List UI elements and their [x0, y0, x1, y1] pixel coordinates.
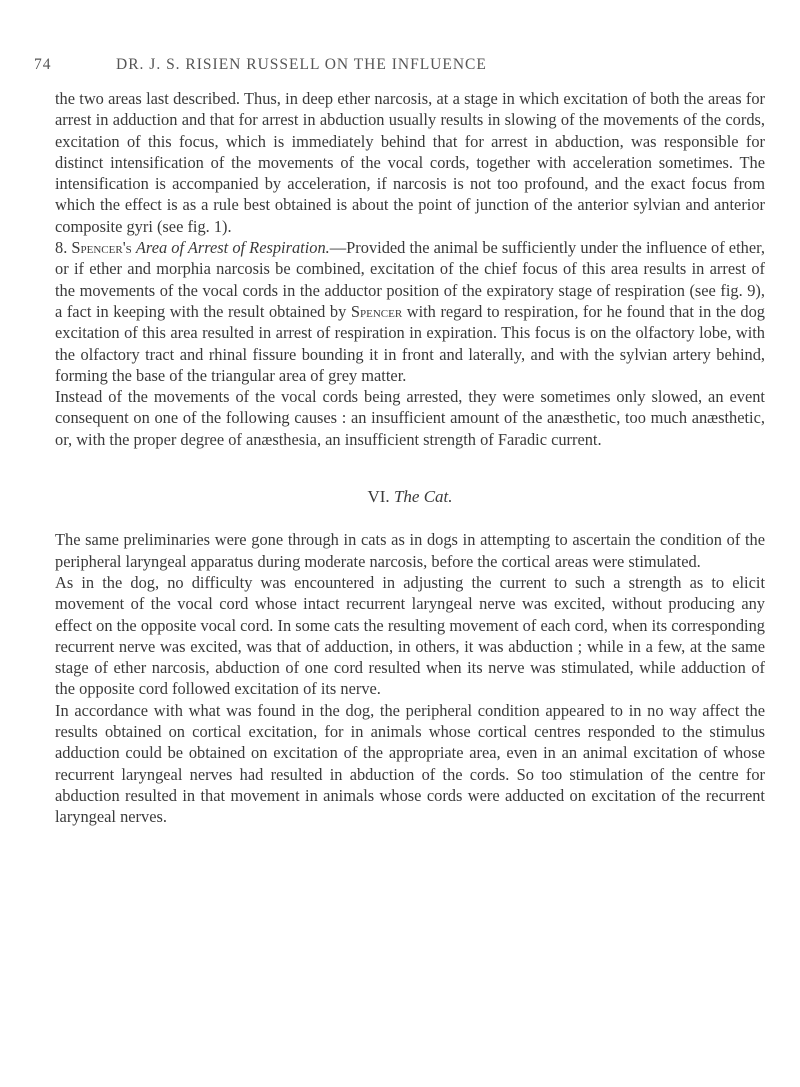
author-name-2: Spencer — [350, 301, 403, 321]
author-name: Spencer's — [71, 238, 132, 258]
section-number: VI. — [367, 487, 390, 507]
paragraph-2 — [55, 237, 765, 386]
running-head-title: DR. J. S. RISIEN RUSSELL ON THE INFLUENCE — [116, 56, 487, 73]
paragraph-2-text-b: with regard to respiration, for he found that in the dog excitation of this area resulted in arrest of respiration in expiration. This focus is on the olfactory lobe, with the olfactory tract and rhinal fissure bounding it in front and laterally, and with the sylvian artery behind, forming the base of the triangular area of grey matter. — [55, 301, 765, 385]
page-number: 74 — [34, 56, 52, 73]
paragraph-2-number: 8. — [55, 238, 72, 258]
paragraph-2-text-a: —Provided the animal be sufficiently under the influence of ether, or if ether and morphia narcosis be combined, excitation of the chief focus of this area results in arrest of the movements of the vocal cords in the adductor position of the expiratory stage of respiration (see fig. 9), a fact in keeping with the result obtained by — [55, 238, 765, 321]
area-title: Area of Arrest of Respiration. — [135, 238, 330, 258]
body-text — [55, 88, 765, 828]
paragraph-4: The same preliminaries were gone through in cats as in dogs in attempting to ascertain the condition of the peripheral laryngeal apparatus during moderate narcosis, before the cortical areas were stimulated. — [55, 530, 765, 571]
paragraph-1: the two areas last described. Thus, in deep ether narcosis, at a stage in which excitation of both the areas for arrest in adduction and that for arrest in abduction usually results in slowing of the movements of the cords, excitation of this focus, which is immediately behind that for arrest in abduction, was responsible for distinct intensification of the movements of the vocal cords, together with acceleration sometimes. The intensification is accompanied by acceleration, if narcosis is not too profound, and the exact focus from which the effect is as a rule best obtained is about the point of junction of the anterior sylvian and anterior composite gyri (see fig. 1). — [55, 89, 765, 236]
paragraph-5: As in the dog, no difficulty was encountered in adjusting the current to such a strength as to elicit movement of the vocal cord whose intact recurrent laryngeal nerve was excited, without producing any effect on the opposite vocal cord. In some cats the resulting movement of each cord, when its corresponding recurrent nerve was excited, was that of adduction, in others, it was abduction ; while in a few, at the same stage of ether narcosis, abduction of one cord resulted when its nerve was stimulated, while adduction of the opposite cord followed excitation of its nerve. — [55, 572, 765, 699]
paragraph-3: Instead of the movements of the vocal cords being arrested, they were sometimes only slowed, an event consequent on one of the following causes : an insufficient amount of the anæsthetic, too much anæsthetic, or, with the proper degree of anæsthesia, an insufficient strength of Faradic current. — [55, 387, 765, 449]
section-heading — [55, 486, 765, 507]
paragraph-6: In accordance with what was found in the dog, the peripheral condition appeared to in no way affect the results obtained on cortical excitation, for in animals whose cortical centres responded to the stimulus adduction could be obtained on excitation of the appropriate area, even in an animal excitation of whose recurrent laryngeal nerves had resulted in abduction of the cords. So too stimulation of the centre for abduction resulted in that movement in animals whose cords were adducted on excitation of the recurrent laryngeal nerves. — [55, 700, 765, 827]
section-title: The Cat. — [393, 487, 453, 507]
